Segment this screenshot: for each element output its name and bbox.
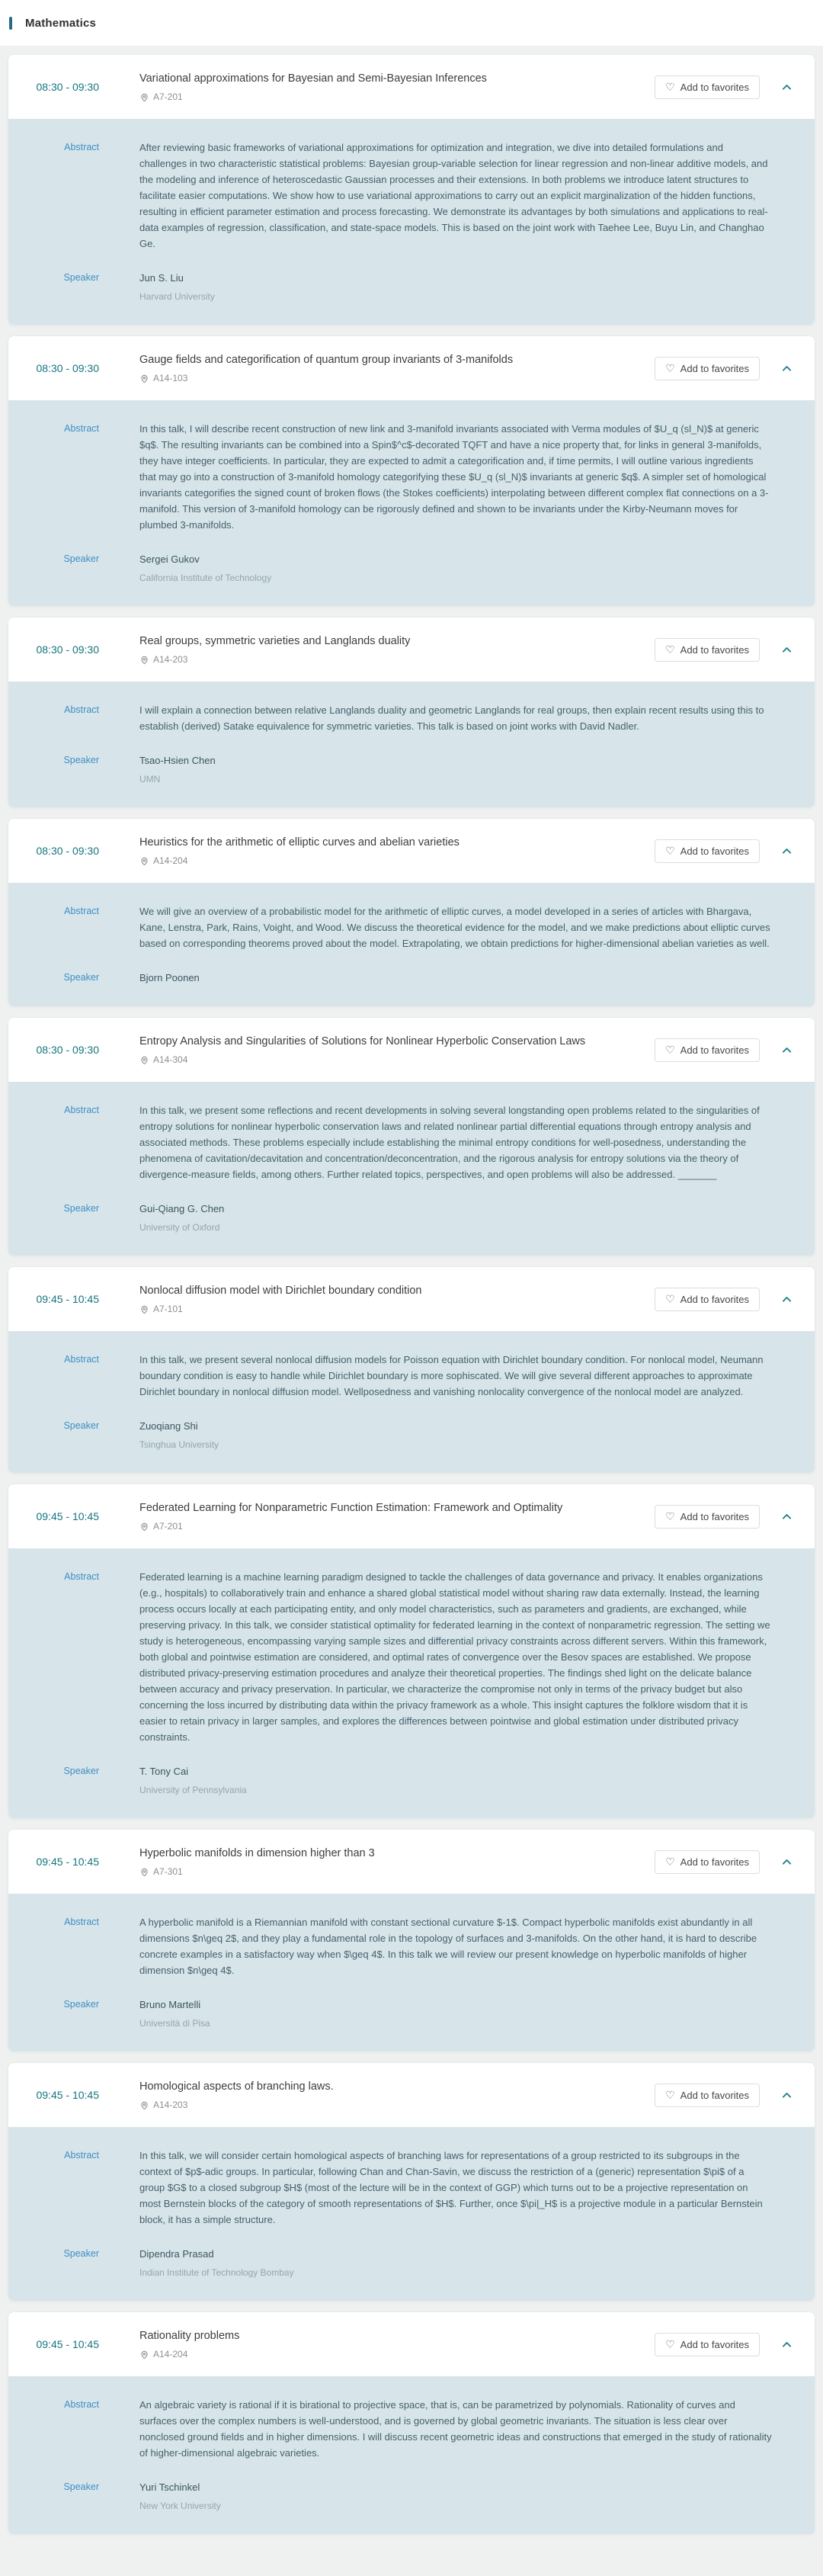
session-card	[8, 1017, 815, 1256]
location-pin-icon	[139, 1055, 149, 1065]
abstract-text: In this talk, we present some reflections and recent developments in solving several longstanding open problems related to the singularities of entropy solutions for nonlinear hyperbolic conservation laws and related nonlinear partial differential equations through entropy analysis and associated methods. These problems especially include establishing the minimal entropy conditions for well-posedness, understanding the phenomena of cavitation/decavitation and concentration/deconcentration, and the rigorous analysis for entropy solutions via the theory of divergence-measure fields, among others. Further related topics, perspectives, and open problems will also be addressed. _______	[139, 1105, 760, 1180]
heart-icon: ♡	[665, 1856, 675, 1868]
chevron-up-icon[interactable]	[780, 845, 793, 858]
speaker-label: Speaker	[63, 1420, 99, 1431]
chevron-up-icon[interactable]	[780, 643, 793, 656]
abstract-text: A hyperbolic manifold is a Riemannian manifold with constant sectional curvature $-1$. Compact hyperbolic manifolds exist abundantly in all dimensions $n\geq 2$, and they play a fundamental role in the topology of surfaces and 3-manifolds. On the other hand, it is hard to describe concrete examples in a satisfactory way when $\geq 4$. In this talk we will review our present knowledge on hyperbolic manifolds of higher dimension $n\geq 4$.	[139, 1917, 757, 1976]
session-title: Homological aspects of branching laws.	[139, 2080, 334, 2093]
session-title: Real groups, symmetric varieties and Langlands duality	[139, 634, 411, 647]
add-to-favorites-label: Add to favorites	[680, 81, 749, 93]
session-actions	[655, 1850, 796, 1874]
session-time: 09:45 - 10:45	[36, 1510, 99, 1522]
add-to-favorites-label: Add to favorites	[680, 845, 749, 857]
session-location	[139, 2349, 614, 2359]
session-time: 08:30 - 09:30	[36, 81, 99, 93]
session-detail-panel	[8, 119, 815, 325]
session-card	[8, 818, 815, 1007]
add-to-favorites-label: Add to favorites	[680, 2089, 749, 2101]
location-pin-icon	[139, 1304, 149, 1314]
heart-icon: ♡	[665, 362, 675, 374]
add-to-favorites-label: Add to favorites	[680, 643, 749, 656]
session-detail-panel	[8, 682, 815, 807]
speaker-block	[139, 1418, 772, 1450]
section-accent-bar	[9, 17, 12, 30]
session-card-header	[8, 1267, 815, 1331]
speaker-row	[27, 752, 772, 784]
abstract-label: Abstract	[64, 142, 99, 152]
add-to-favorites-label: Add to favorites	[680, 2338, 749, 2350]
session-card-header	[8, 1830, 815, 1894]
session-actions	[655, 2084, 796, 2107]
session-card-header	[8, 1484, 815, 1548]
speaker-name: Bjorn Poonen	[139, 972, 200, 983]
session-title-block	[139, 2080, 614, 2111]
speaker-label: Speaker	[63, 2248, 99, 2259]
abstract-row	[27, 2148, 772, 2228]
abstract-text: In this talk, we will consider certain homological aspects of branching laws for representations of a group restricted to its subgroups in the context of $p$-adic groups. In particular, following Chan and Chan-Savin, we discuss the restriction of a (generic) representation $\pi$ of a group $G$ to a closed subgroup $H$ (most of the lecture will be in the context of GGP) which turns out to be a projective representation on most Bernstein blocks of the category of smooth representations of $H$. Further, once $\pi|_H$ is a projective module in a particular Bernstein block, it has a simple structure.	[139, 2150, 763, 2225]
speaker-block	[139, 2479, 772, 2511]
heart-icon: ♡	[665, 643, 675, 656]
session-card-header	[8, 55, 815, 119]
session-location	[139, 1304, 614, 1314]
session-time: 08:30 - 09:30	[36, 845, 99, 857]
abstract-row	[27, 903, 772, 951]
chevron-up-icon[interactable]	[780, 1856, 793, 1869]
add-to-favorites-label: Add to favorites	[680, 1044, 749, 1056]
speaker-label: Speaker	[63, 272, 99, 283]
chevron-up-icon[interactable]	[780, 1510, 793, 1523]
session-actions	[655, 1038, 796, 1062]
page-title: Mathematics	[25, 16, 97, 30]
speaker-row	[27, 970, 772, 983]
session-list	[0, 54, 823, 2558]
session-room: A14-204	[153, 2349, 188, 2360]
add-to-favorites-label: Add to favorites	[680, 362, 749, 374]
session-room: A7-201	[153, 91, 183, 103]
add-to-favorites-label: Add to favorites	[680, 1293, 749, 1305]
speaker-block	[139, 752, 772, 784]
speaker-row	[27, 1997, 772, 2029]
location-pin-icon	[139, 2350, 149, 2359]
session-room: A14-203	[153, 654, 188, 666]
session-title: Rationality problems	[139, 2329, 240, 2342]
abstract-row	[27, 1569, 772, 1745]
abstract-label: Abstract	[64, 704, 99, 715]
speaker-label: Speaker	[63, 755, 99, 765]
speaker-block	[139, 2246, 772, 2278]
session-actions	[655, 2333, 796, 2356]
session-location	[139, 855, 614, 866]
add-to-favorites-button[interactable]	[655, 1038, 760, 1062]
location-pin-icon	[139, 2100, 149, 2110]
session-card-header	[8, 2312, 815, 2376]
speaker-row	[27, 1201, 772, 1233]
abstract-row	[27, 1352, 772, 1400]
session-title-block	[139, 353, 614, 384]
abstract-label: Abstract	[64, 1917, 99, 1927]
speaker-name: T. Tony Cai	[139, 1766, 189, 1777]
abstract-label: Abstract	[64, 906, 99, 916]
page-header	[0, 0, 823, 46]
session-card	[8, 1829, 815, 2052]
session-room: A7-201	[153, 1521, 183, 1532]
speaker-block	[139, 270, 772, 302]
session-card	[8, 1484, 815, 1819]
session-detail-panel	[8, 1894, 815, 2051]
session-card-header	[8, 2063, 815, 2127]
add-to-favorites-button[interactable]	[655, 638, 760, 662]
session-title-block	[139, 1035, 614, 1066]
session-title-block	[139, 1846, 614, 1878]
session-room: A7-101	[153, 1304, 183, 1315]
add-to-favorites-button[interactable]	[655, 839, 760, 863]
heart-icon: ♡	[665, 1293, 675, 1305]
speaker-name: Yuri Tschinkel	[139, 2481, 200, 2493]
session-detail-panel	[8, 1548, 815, 1818]
abstract-text: In this talk, we present several nonlocal diffusion models for Poisson equation with Dirichlet boundary condition. For nonlocal model, Neumann boundary condition is easy to handle while Dirichlet boundary is more sophiscated. We will give several different approaches to approximate Dirichlet boundary in nonlocal diffusion model. Wellposedness and vanishing nonlocality convergence of the nonlocal model are analyzed.	[139, 1354, 764, 1397]
add-to-favorites-button[interactable]	[655, 357, 760, 380]
session-title: Gauge fields and categorification of quantum group invariants of 3-manifolds	[139, 353, 514, 366]
session-detail-panel	[8, 1082, 815, 1256]
location-pin-icon	[139, 92, 149, 102]
speaker-affiliation: University of Oxford	[139, 1222, 220, 1233]
session-card-header	[8, 819, 815, 883]
session-actions	[655, 638, 796, 662]
speaker-affiliation: University of Pennsylvania	[139, 1785, 247, 1795]
speaker-block	[139, 970, 772, 983]
abstract-label: Abstract	[64, 1354, 99, 1365]
speaker-affiliation: Indian Institute of Technology Bombay	[139, 2267, 294, 2278]
speaker-affiliation: California Institute of Technology	[139, 573, 272, 583]
session-time: 09:45 - 10:45	[36, 1293, 99, 1305]
session-card-header	[8, 336, 815, 400]
abstract-text: In this talk, I will describe recent construction of new link and 3-manifold invariants associated with Verma modules of $U_q (sl_N)$ at generic $q$. The resulting invariants can be combined into a Spin$^c$-decorated TQFT and have a nice property that, for links in general 3-manifolds, they have integer coefficients. In particular, they are expected to admit a categorification and, if time permits, I will outline various ingredients that may go into a construction of 3-manifold homology categorifying these $U_q (sl_N)$ invariants at generic $q$. A simpler set of homological invariants categorifies the signed count of broken flows (the Stokes coefficients) interpolating between different complex flat connections on a 3-manifold. This version of 3-manifold homology can be rigorously defined and shown to be invariants under the Kirby-Neumann moves for plumbed 3-manifolds.	[139, 423, 769, 531]
add-to-favorites-button[interactable]	[655, 1850, 760, 1874]
heart-icon: ♡	[665, 2089, 675, 2101]
speaker-label: Speaker	[63, 553, 99, 564]
abstract-row	[27, 1914, 772, 1978]
speaker-label: Speaker	[63, 1766, 99, 1776]
abstract-row	[27, 421, 772, 533]
speaker-row	[27, 551, 772, 583]
chevron-up-icon[interactable]	[780, 1293, 793, 1306]
abstract-text: We will give an overview of a probabilistic model for the arithmetic of elliptic curves, a model developed in a series of articles with Bhargava, Kane, Lenstra, Park, Rains, Voight, and Wood. We discuss the theoretical evidence for the model, and we make predictions about elliptic curves based on corresponding theorems proved about the model. Extrapolating, we obtain predictions for higher-dimensional abelian varieties as well.	[139, 906, 770, 949]
session-actions	[655, 1505, 796, 1529]
speaker-name: Sergei Gukov	[139, 553, 200, 565]
speaker-label: Speaker	[63, 2481, 99, 2492]
session-actions	[655, 1288, 796, 1311]
session-title: Hyperbolic manifolds in dimension higher than 3	[139, 1846, 375, 1859]
speaker-row	[27, 1763, 772, 1795]
session-card	[8, 54, 815, 326]
chevron-up-icon[interactable]	[780, 81, 793, 94]
add-to-favorites-button[interactable]	[655, 75, 760, 99]
speaker-name: Dipendra Prasad	[139, 2248, 214, 2260]
speaker-label: Speaker	[63, 972, 99, 983]
chevron-up-icon[interactable]	[780, 2089, 793, 2102]
speaker-name: Gui-Qiang G. Chen	[139, 1203, 225, 1214]
abstract-text: Federated learning is a machine learning paradigm designed to tackle the challenges of data governance and privacy. It enables organizations (e.g., hospitals) to collaboratively train and enhance a shared global statistical model without sharing raw data externally. Instead, the learning process occurs locally at each participating entity, and only model characteristics, such as parameters and gradients, are exchanged, while preserving privacy. In this talk, we consider statistical optimality for federated learning in the context of nonparametric regression. The setting we study is heterogeneous, encompassing varying sample sizes and differential privacy constraints across different servers. Within this framework, both global and pointwise estimation are considered, and optimal rates of convergence over the Besov spaces are established. We propose distributed privacy-preserving estimation procedures and analyze their theoretical properties. The findings shed light on the delicate balance between accuracy and privacy preservation. In particular, we characterize the compromise not only in terms of the privacy budget but also concerning the loss incurred by distributing data within the privacy framework as a whole. This insight captures the folklore wisdom that it is easier to retain privacy in larger samples, and explores the differences between pointwise and global estimation under distributed privacy constraints.	[139, 1571, 770, 1743]
abstract-label: Abstract	[64, 1571, 99, 1582]
heart-icon: ♡	[665, 845, 675, 857]
location-pin-icon	[139, 655, 149, 665]
speaker-affiliation: Università di Pisa	[139, 2018, 210, 2029]
speaker-block	[139, 1763, 772, 1795]
session-title-block	[139, 1284, 614, 1315]
location-pin-icon	[139, 374, 149, 383]
speaker-name: Tsao-Hsien Chen	[139, 755, 216, 766]
chevron-up-icon[interactable]	[780, 1044, 793, 1057]
session-card	[8, 2311, 815, 2535]
session-actions	[655, 839, 796, 863]
session-room: A7-301	[153, 1866, 183, 1878]
heart-icon: ♡	[665, 1044, 675, 1056]
session-detail-panel	[8, 1331, 815, 1473]
session-card	[8, 1266, 815, 1474]
session-title: Entropy Analysis and Singularities of Solutions for Nonlinear Hyperbolic Conservation Laws	[139, 1035, 586, 1047]
chevron-up-icon[interactable]	[780, 362, 793, 375]
abstract-row	[27, 140, 772, 252]
add-to-favorites-label: Add to favorites	[680, 1856, 749, 1868]
speaker-row	[27, 2246, 772, 2278]
abstract-label: Abstract	[64, 2150, 99, 2161]
speaker-row	[27, 2479, 772, 2511]
session-title-block	[139, 836, 614, 867]
heart-icon: ♡	[665, 2338, 675, 2350]
location-pin-icon	[139, 1522, 149, 1532]
add-to-favorites-button[interactable]	[655, 2333, 760, 2356]
session-card-header	[8, 618, 815, 682]
session-title: Nonlocal diffusion model with Dirichlet boundary condition	[139, 1284, 422, 1297]
add-to-favorites-label: Add to favorites	[680, 1510, 749, 1522]
session-title: Variational approximations for Bayesian and Semi-Bayesian Inferences	[139, 72, 487, 85]
chevron-up-icon[interactable]	[780, 2338, 793, 2351]
abstract-label: Abstract	[64, 2399, 99, 2410]
add-to-favorites-button[interactable]	[655, 1288, 760, 1311]
session-title: Heuristics for the arithmetic of elliptic curves and abelian varieties	[139, 836, 460, 849]
session-detail-panel	[8, 2376, 815, 2534]
session-card	[8, 335, 815, 607]
session-location	[139, 654, 614, 665]
speaker-affiliation: New York University	[139, 2501, 221, 2511]
speaker-block	[139, 551, 772, 583]
session-location	[139, 2100, 614, 2110]
speaker-name: Jun S. Liu	[139, 272, 184, 284]
session-time: 09:45 - 10:45	[36, 1856, 99, 1868]
speaker-name: Zuoqiang Shi	[139, 1420, 198, 1432]
speaker-block	[139, 1997, 772, 2029]
speaker-row	[27, 270, 772, 302]
speaker-affiliation: UMN	[139, 774, 161, 784]
speaker-label: Speaker	[63, 1203, 99, 1214]
session-time: 09:45 - 10:45	[36, 2338, 99, 2350]
session-room: A14-203	[153, 2100, 188, 2111]
abstract-text: After reviewing basic frameworks of variational approximations for optimization and integration, we dive into detailed formulations and challenges in two characteristic statistical problems: Bayesian group-variable selection for linear regression and non-linear additive models, and the modeling and inference of heteroscedastic Gaussian processes and their extensions. In both problems we introduce latent structures to facilitate easier computations. We show how to use variational approximations to carry out an explicit marginalization of the hidden functions, resulting in efficient parameter estimation and process forecasting. We demonstrate its advantages by both simulations and applications to real-data examples of regression, classification, and state-space models. This is based on the joint work with Taehee Lee, Buyu Lin, and Changhao Ge.	[139, 142, 768, 249]
session-room: A14-204	[153, 855, 188, 867]
session-location	[139, 91, 614, 102]
session-location	[139, 373, 614, 383]
session-title-block	[139, 634, 614, 666]
abstract-text: I will explain a connection between relative Langlands duality and geometric Langlands for real groups, then explain recent results using this to establish (derived) Satake equivalence for symmetric varieties. This talk is based on joint works with David Nadler.	[139, 704, 764, 732]
abstract-label: Abstract	[64, 423, 99, 434]
location-pin-icon	[139, 1867, 149, 1877]
add-to-favorites-button[interactable]	[655, 1505, 760, 1529]
heart-icon: ♡	[665, 81, 675, 93]
session-location	[139, 1521, 614, 1532]
speaker-label: Speaker	[63, 1999, 99, 2010]
heart-icon: ♡	[665, 1510, 675, 1522]
speaker-name: Bruno Martelli	[139, 1999, 201, 2010]
session-card-header	[8, 1018, 815, 1082]
abstract-label: Abstract	[64, 1105, 99, 1115]
abstract-row	[27, 2397, 772, 2461]
speaker-affiliation: Harvard University	[139, 291, 215, 302]
session-title-block	[139, 1501, 614, 1532]
session-time: 08:30 - 09:30	[36, 1044, 99, 1056]
speaker-row	[27, 1418, 772, 1450]
location-pin-icon	[139, 856, 149, 866]
session-card	[8, 2062, 815, 2302]
session-detail-panel	[8, 400, 815, 606]
session-title: Federated Learning for Nonparametric Function Estimation: Framework and Optimality	[139, 1501, 563, 1514]
abstract-text: An algebraic variety is rational if it is birational to projective space, that is, can be parametrized by polynomials. Rationality of curves and surfaces over the complex numbers is well-understood, and is governed by global geometric invariants. The situation is less clear over nonclosed ground fields and in higher dimensions. I will discuss recent geometric ideas and constructions that emerged in the study of rationality of higher-dimensional algebraic varieties.	[139, 2399, 772, 2459]
session-time: 09:45 - 10:45	[36, 2089, 99, 2101]
session-actions	[655, 357, 796, 380]
session-time: 08:30 - 09:30	[36, 362, 99, 374]
abstract-row	[27, 702, 772, 734]
session-location	[139, 1054, 614, 1065]
session-title-block	[139, 72, 614, 103]
speaker-affiliation: Tsinghua University	[139, 1439, 219, 1450]
session-detail-panel	[8, 2127, 815, 2301]
speaker-block	[139, 1201, 772, 1233]
session-time: 08:30 - 09:30	[36, 643, 99, 656]
session-title-block	[139, 2329, 614, 2360]
add-to-favorites-button[interactable]	[655, 2084, 760, 2107]
session-location	[139, 1866, 614, 1877]
session-actions	[655, 75, 796, 99]
abstract-row	[27, 1102, 772, 1182]
session-room: A14-304	[153, 1054, 188, 1066]
session-card	[8, 617, 815, 808]
session-room: A14-103	[153, 373, 188, 384]
session-detail-panel	[8, 883, 815, 1006]
